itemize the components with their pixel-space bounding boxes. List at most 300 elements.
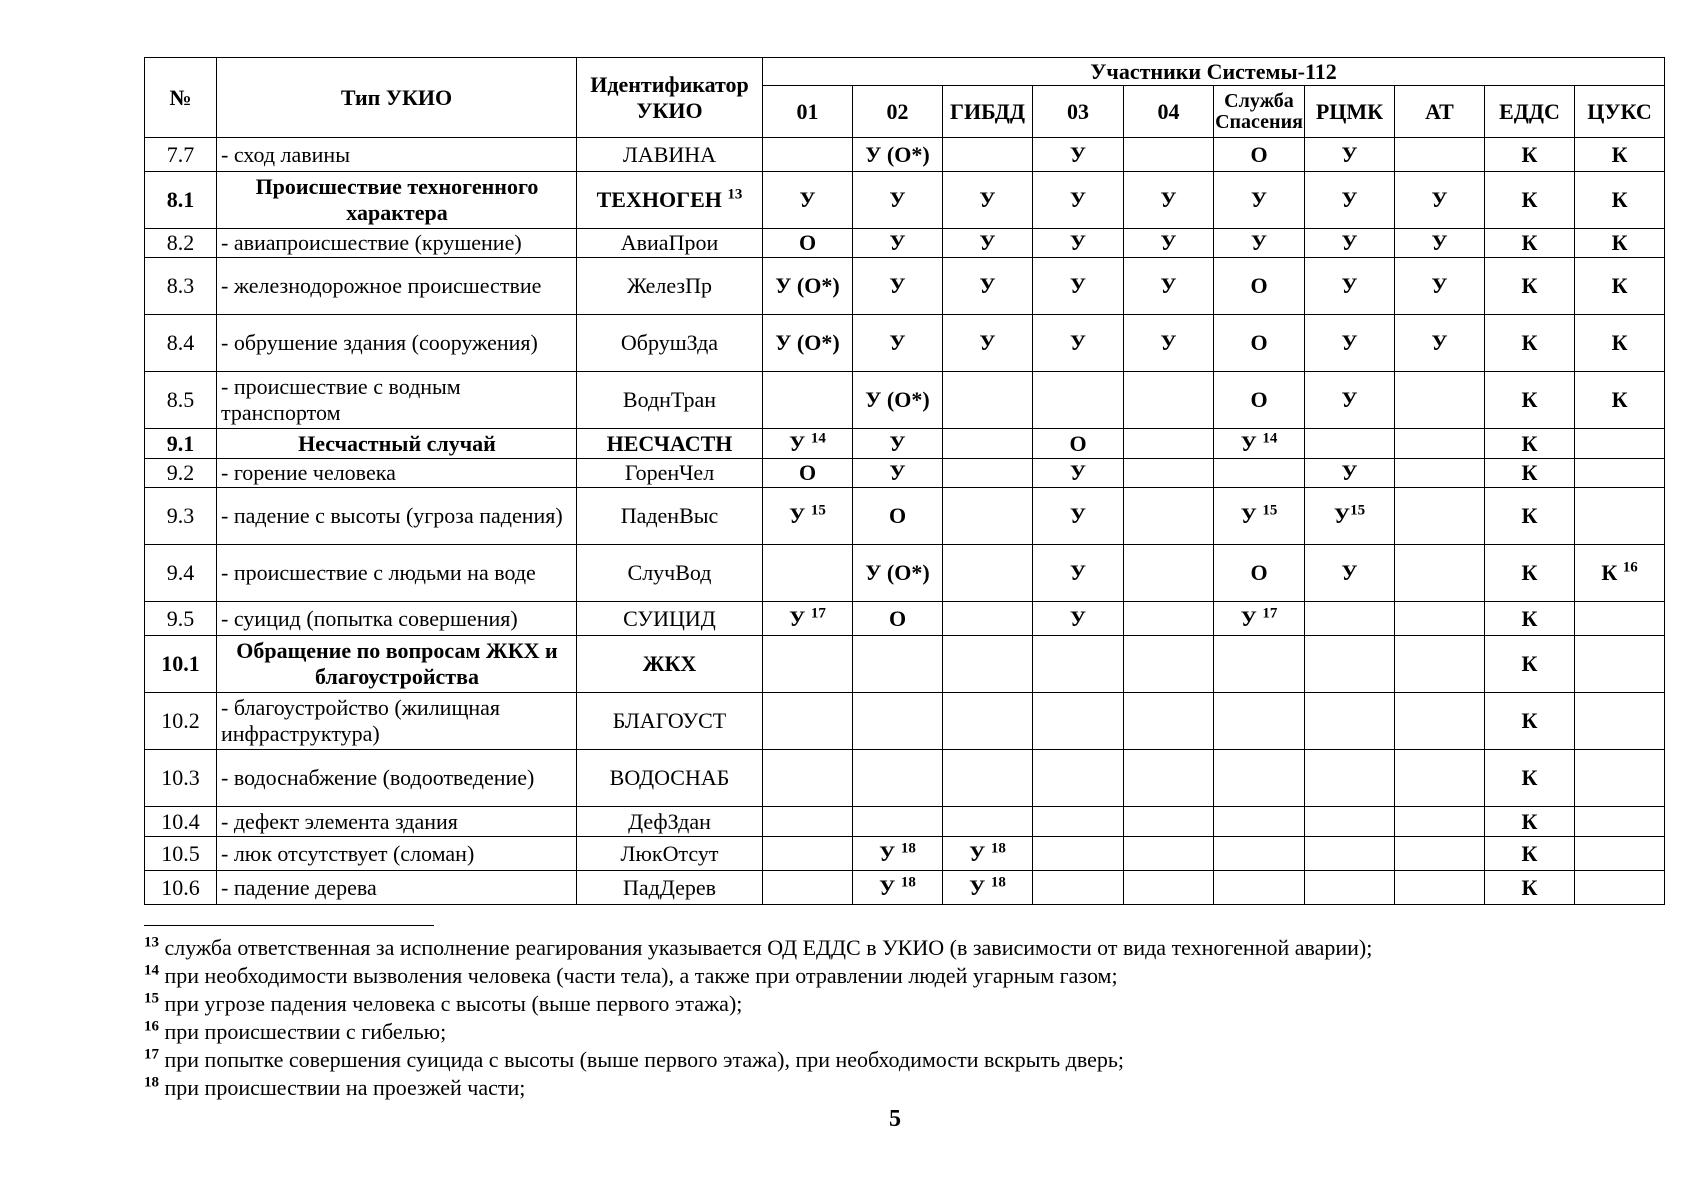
footnote-mark: 14 (144, 962, 159, 979)
footnote-ref: 17 (1262, 605, 1278, 622)
participant-cell (1124, 545, 1214, 602)
participant-cell (1575, 488, 1665, 545)
participant-cell (763, 636, 853, 693)
participant-cell: К (1485, 315, 1575, 372)
participant-cell: У (943, 258, 1033, 315)
participant-cell (1395, 372, 1485, 429)
footnote-ref: 16 (1622, 559, 1638, 576)
participant-cell (943, 871, 1033, 905)
table-row (145, 693, 1665, 750)
participant-cell: О (763, 229, 853, 258)
row-identifier (577, 807, 763, 837)
participant-cell: О (1033, 429, 1124, 459)
cell-text: У (1333, 503, 1351, 528)
participant-cell (763, 602, 853, 636)
participant-cell (943, 372, 1033, 429)
participant-cell (1124, 871, 1214, 905)
identifier-text: ПаденВыс (620, 503, 719, 528)
identifier-text: ЛАВИНА (622, 141, 717, 167)
participant-cell: К (1485, 837, 1575, 871)
participant-cell: У (1033, 459, 1124, 488)
participant-cell (1395, 693, 1485, 750)
header-col: 04 (1124, 86, 1214, 138)
participant-cell: О (1214, 258, 1305, 315)
participant-cell (1214, 807, 1305, 837)
row-number: 9.2 (145, 459, 217, 488)
participant-cell: У (943, 172, 1033, 229)
participant-cell: К (1485, 229, 1575, 258)
participant-cell (943, 545, 1033, 602)
participant-cell (943, 488, 1033, 545)
identifier-text: БЛАГОУСТ (612, 708, 727, 733)
participant-cell: О (1214, 315, 1305, 372)
header-col: ГИБДД (943, 86, 1033, 138)
participant-cell: У (О*) (763, 258, 853, 315)
participant-cell: О (1214, 372, 1305, 429)
table-body (145, 138, 1665, 905)
identifier-text: ЛюкОтсут (620, 840, 719, 866)
participant-cell: К (1485, 488, 1575, 545)
row-number: 10.4 (145, 807, 217, 837)
row-number: 9.4 (145, 545, 217, 602)
participant-cell (1305, 837, 1395, 871)
participant-cell (1033, 750, 1124, 807)
header-identifier-line1: Идентификатор (590, 71, 749, 97)
identifier-text: ДефЗдан (628, 808, 711, 834)
row-identifier (577, 488, 763, 545)
table-header (145, 58, 1665, 138)
identifier-text: НЕСЧАСТН (606, 430, 733, 456)
header-identifier-line2: УКИО (636, 97, 703, 123)
participant-cell: У (1124, 258, 1214, 315)
footnote-text: при происшествии с гибелью; (159, 1019, 447, 1044)
participant-cell (1033, 372, 1124, 429)
participant-cell (1124, 602, 1214, 636)
participant-cell (1214, 488, 1305, 545)
participant-cell: У (О*) (853, 545, 943, 602)
table-row (145, 459, 1665, 488)
table-row (145, 229, 1665, 258)
participant-cell (943, 636, 1033, 693)
row-identifier (577, 172, 763, 229)
footnote-ref: 15 (1262, 502, 1278, 519)
participant-cell: У (1033, 172, 1124, 229)
footnote-ref: 15 (810, 502, 826, 519)
participant-cell: О (1214, 545, 1305, 602)
participant-cell (1395, 138, 1485, 172)
header-col: 03 (1033, 86, 1124, 138)
table-row (145, 602, 1665, 636)
participant-cell (1305, 602, 1395, 636)
row-type: Несчастный случай (217, 429, 577, 459)
participant-cell (1033, 636, 1124, 693)
row-number: 8.2 (145, 229, 217, 258)
participant-cell: К (1485, 602, 1575, 636)
table-row (145, 488, 1665, 545)
participant-cell (1575, 602, 1665, 636)
header-col: АТ (1395, 86, 1485, 138)
participant-cell: К (1485, 372, 1575, 429)
row-type: Обращение по вопросам ЖКХ и благоустройства (217, 636, 577, 693)
participant-cell: К (1485, 429, 1575, 459)
header-participants: Участники Системы-112 (763, 58, 1665, 86)
participant-cell (1305, 807, 1395, 837)
participant-cell: У (1124, 172, 1214, 229)
header-col: РЦМК (1305, 86, 1395, 138)
participant-cell (1575, 871, 1665, 905)
row-identifier (577, 871, 763, 905)
participant-cell (1395, 545, 1485, 602)
row-number: 8.4 (145, 315, 217, 372)
identifier-text: ЖКХ (642, 651, 697, 676)
row-number: 8.5 (145, 372, 217, 429)
participant-cell (943, 693, 1033, 750)
row-type: - водоснабжение (водоотведение) (217, 750, 577, 807)
participant-cell: У (1305, 459, 1395, 488)
participant-cell: У (1395, 315, 1485, 372)
row-identifier (577, 372, 763, 429)
participant-cell: К (1485, 459, 1575, 488)
participant-cell (1575, 545, 1665, 602)
identifier-text: ЖелезПр (627, 273, 712, 298)
participant-cell: У (1033, 488, 1124, 545)
participant-cell (1124, 750, 1214, 807)
participant-cell (763, 488, 853, 545)
footnote-text: при попытке совершения суицида с высоты (выше первого этажа), при необходимости вскрыть дверь; (159, 1047, 1125, 1072)
row-number: 10.3 (145, 750, 217, 807)
participant-cell: У (853, 315, 943, 372)
identifier-text: ПадДерев (622, 874, 717, 900)
participant-cell (763, 372, 853, 429)
row-identifier (577, 258, 763, 315)
participant-cell (1305, 750, 1395, 807)
row-type: - происшествие с водным транспортом (217, 372, 577, 429)
footnote-divider (144, 925, 434, 926)
row-type: - благоустройство (жилищная инфраструктура) (217, 693, 577, 750)
participant-cell (943, 602, 1033, 636)
table-row (145, 172, 1665, 229)
participant-cell: К (1575, 138, 1665, 172)
participant-cell: У (1305, 172, 1395, 229)
participant-cell: У (943, 315, 1033, 372)
cell-text: У (969, 840, 986, 866)
participant-cell (1395, 807, 1485, 837)
participant-cell (853, 693, 943, 750)
participant-cell (853, 636, 943, 693)
footnote-ref: 15 (1350, 502, 1366, 519)
participant-cell (1214, 636, 1305, 693)
footnote-mark: 16 (144, 1018, 159, 1035)
participant-cell (1305, 636, 1395, 693)
participant-cell (1575, 807, 1665, 837)
table-row (145, 871, 1665, 905)
participant-cell: У (1305, 372, 1395, 429)
participant-cell (1575, 693, 1665, 750)
participant-cell: У (1033, 545, 1124, 602)
participant-cell (853, 807, 943, 837)
participant-cell (1214, 837, 1305, 871)
participant-cell (1305, 871, 1395, 905)
row-identifier (577, 837, 763, 871)
footnote-ref: 18 (900, 840, 916, 857)
participant-cell (1124, 372, 1214, 429)
participant-cell: У (1124, 315, 1214, 372)
footnote (144, 1046, 1664, 1074)
participant-cell: К (1485, 807, 1575, 837)
participant-cell: У (1305, 545, 1395, 602)
participant-cell (1575, 636, 1665, 693)
participant-cell (1575, 750, 1665, 807)
participant-cell: У (1033, 138, 1124, 172)
participant-cell: К (1485, 871, 1575, 905)
footnote-text: при необходимости вызволения человека (части тела), а также при отравлении людей угарным газом; (159, 963, 1118, 988)
participant-cell (943, 750, 1033, 807)
footnote (144, 990, 1664, 1018)
cell-text: У (1240, 605, 1257, 631)
participant-cell (1395, 488, 1485, 545)
participant-cell: К (1575, 315, 1665, 372)
footnote-text: при происшествии на проезжей части; (159, 1075, 526, 1100)
header-col: ЕДДС (1485, 86, 1575, 138)
row-type: - падение дерева (217, 871, 577, 905)
participant-cell (1575, 459, 1665, 488)
participant-cell (1033, 871, 1124, 905)
header-num: № (145, 58, 217, 138)
participant-cell: У (1214, 172, 1305, 229)
row-number: 10.5 (145, 837, 217, 871)
participant-cell: У (О*) (853, 372, 943, 429)
footnote-text: служба ответственная за исполнение реагирования указывается ОД ЕДДС в УКИО (в зависимости от вида техногенной аварии); (159, 935, 1373, 960)
participant-cell (1214, 459, 1305, 488)
participant-cell (943, 138, 1033, 172)
participant-cell: У (1033, 315, 1124, 372)
footnote-ref: 18 (990, 840, 1006, 857)
participant-cell (1575, 837, 1665, 871)
row-type: - авиапроисшествие (крушение) (217, 229, 577, 258)
row-number: 9.3 (145, 488, 217, 545)
participant-cell (1395, 837, 1485, 871)
cell-text: У (789, 430, 806, 456)
table-row (145, 636, 1665, 693)
participant-cell (1124, 138, 1214, 172)
participant-cell: У (1124, 229, 1214, 258)
participant-cell (1395, 602, 1485, 636)
participant-cell (943, 459, 1033, 488)
participant-cell (1575, 429, 1665, 459)
participant-cell: К (1485, 636, 1575, 693)
participant-cell: К (1575, 372, 1665, 429)
participant-cell: О (1214, 138, 1305, 172)
table-row (145, 545, 1665, 602)
cell-text: У (1240, 503, 1257, 528)
footnote-mark: 15 (144, 990, 159, 1007)
header-col: Служба Спасения (1214, 86, 1305, 138)
participant-cell (1214, 429, 1305, 459)
row-type: - сход лавины (217, 138, 577, 172)
cell-text: У (1240, 430, 1257, 456)
participant-cell: К (1575, 258, 1665, 315)
participant-cell: У (763, 172, 853, 229)
table-row (145, 138, 1665, 172)
participant-cell: У (1305, 138, 1395, 172)
participant-cell: У (1033, 602, 1124, 636)
cell-text: У (789, 503, 806, 528)
participant-cell (1124, 636, 1214, 693)
participant-cell (853, 750, 943, 807)
participant-cell (763, 693, 853, 750)
participant-cell: О (853, 488, 943, 545)
footnote-text: при угрозе падения человека с высоты (выше первого этажа); (159, 991, 743, 1016)
participant-cell: У (1395, 258, 1485, 315)
identifier-text: ОбрушЗда (620, 330, 719, 355)
row-identifier (577, 315, 763, 372)
row-number: 10.6 (145, 871, 217, 905)
participant-cell: У (853, 229, 943, 258)
row-type: - горение человека (217, 459, 577, 488)
participant-cell (943, 837, 1033, 871)
participant-cell: У (853, 172, 943, 229)
row-type: - падение с высоты (угроза падения) (217, 488, 577, 545)
footnote-ref: 14 (810, 430, 826, 447)
row-identifier (577, 602, 763, 636)
participant-cell (1124, 459, 1214, 488)
footnote (144, 1074, 1664, 1102)
participant-cell (763, 750, 853, 807)
participant-cell: У (1305, 229, 1395, 258)
participant-cell (763, 837, 853, 871)
row-number: 8.1 (145, 172, 217, 229)
footnote-ref: 13 (727, 186, 743, 203)
participant-cell: К (1485, 750, 1575, 807)
cell-text: К (1601, 560, 1618, 585)
participant-cell: У (1033, 229, 1124, 258)
cell-text: У (789, 605, 806, 631)
participant-cell: К (1485, 693, 1575, 750)
header-col: 01 (763, 86, 853, 138)
header-col: ЦУКС (1575, 86, 1665, 138)
participant-cell: У (1033, 258, 1124, 315)
participant-cell: У (853, 258, 943, 315)
row-number: 9.1 (145, 429, 217, 459)
participant-cell (1395, 871, 1485, 905)
identifier-text: ВоднТран (622, 387, 717, 412)
row-number: 9.5 (145, 602, 217, 636)
table-row (145, 315, 1665, 372)
participant-cell: К (1485, 545, 1575, 602)
table-row (145, 837, 1665, 871)
participant-cell: О (853, 602, 943, 636)
identifier-text: СлучВод (627, 560, 712, 585)
participant-cell (763, 871, 853, 905)
participant-cell: У (1305, 315, 1395, 372)
participant-cell (1395, 750, 1485, 807)
participant-cell (853, 871, 943, 905)
participant-cell: У (1395, 229, 1485, 258)
participant-cell: У (1395, 172, 1485, 229)
participant-cell: У (943, 229, 1033, 258)
row-identifier (577, 636, 763, 693)
participant-cell (1214, 602, 1305, 636)
participant-cell (1214, 693, 1305, 750)
participant-cell (1124, 807, 1214, 837)
row-identifier (577, 750, 763, 807)
table-row (145, 750, 1665, 807)
participant-cell (1305, 429, 1395, 459)
footnotes (144, 934, 1664, 1102)
participant-cell (1124, 488, 1214, 545)
participant-cell: К (1575, 172, 1665, 229)
participant-cell (1214, 750, 1305, 807)
row-number: 8.3 (145, 258, 217, 315)
footnote-ref: 18 (900, 874, 916, 891)
participant-cell (853, 837, 943, 871)
row-identifier (577, 459, 763, 488)
table-row (145, 429, 1665, 459)
participant-cell: К (1485, 138, 1575, 172)
participant-cell (1033, 693, 1124, 750)
cell-text: У (879, 840, 896, 866)
participant-cell: У (1305, 258, 1395, 315)
row-number: 10.1 (145, 636, 217, 693)
participant-cell (1124, 429, 1214, 459)
participant-cell (1395, 459, 1485, 488)
participant-cell: К (1485, 258, 1575, 315)
participant-cell: У (1214, 229, 1305, 258)
row-identifier (577, 138, 763, 172)
row-type: - дефект элемента здания (217, 807, 577, 837)
participant-cell (1124, 693, 1214, 750)
footnote (144, 962, 1664, 990)
participant-cell (1305, 488, 1395, 545)
row-type: - обрушение здания (сооружения) (217, 315, 577, 372)
header-col: 02 (853, 86, 943, 138)
participant-cell (1214, 871, 1305, 905)
participant-cell (1033, 837, 1124, 871)
footnote (144, 1018, 1664, 1046)
participant-cell (763, 807, 853, 837)
footnote-ref: 14 (1262, 430, 1278, 447)
footnote-ref: 18 (990, 874, 1006, 891)
participant-cell (1395, 636, 1485, 693)
participant-cell: У (О*) (853, 138, 943, 172)
row-identifier (577, 693, 763, 750)
footnote-mark: 18 (144, 1074, 159, 1091)
row-type: - люк отсутствует (сломан) (217, 837, 577, 871)
participant-cell (1033, 807, 1124, 837)
row-identifier (577, 229, 763, 258)
row-identifier (577, 429, 763, 459)
participant-cell: У (О*) (763, 315, 853, 372)
ukio-table (144, 57, 1665, 905)
participant-cell (1395, 429, 1485, 459)
header-identifier (577, 58, 763, 138)
row-number: 10.2 (145, 693, 217, 750)
participant-cell (763, 429, 853, 459)
participant-cell: У (853, 459, 943, 488)
row-identifier (577, 545, 763, 602)
row-type: Происшествие техногенного характера (217, 172, 577, 229)
row-type: - железнодорожное происшествие (217, 258, 577, 315)
table-row (145, 807, 1665, 837)
row-type: - происшествие с людьми на воде (217, 545, 577, 602)
row-type: - суицид (попытка совершения) (217, 602, 577, 636)
cell-text: У (969, 874, 986, 900)
cell-text: У (879, 874, 896, 900)
participant-cell: К (1575, 229, 1665, 258)
identifier-text: ВОДОСНАБ (609, 765, 730, 790)
participant-cell (763, 545, 853, 602)
participant-cell: К (1485, 172, 1575, 229)
